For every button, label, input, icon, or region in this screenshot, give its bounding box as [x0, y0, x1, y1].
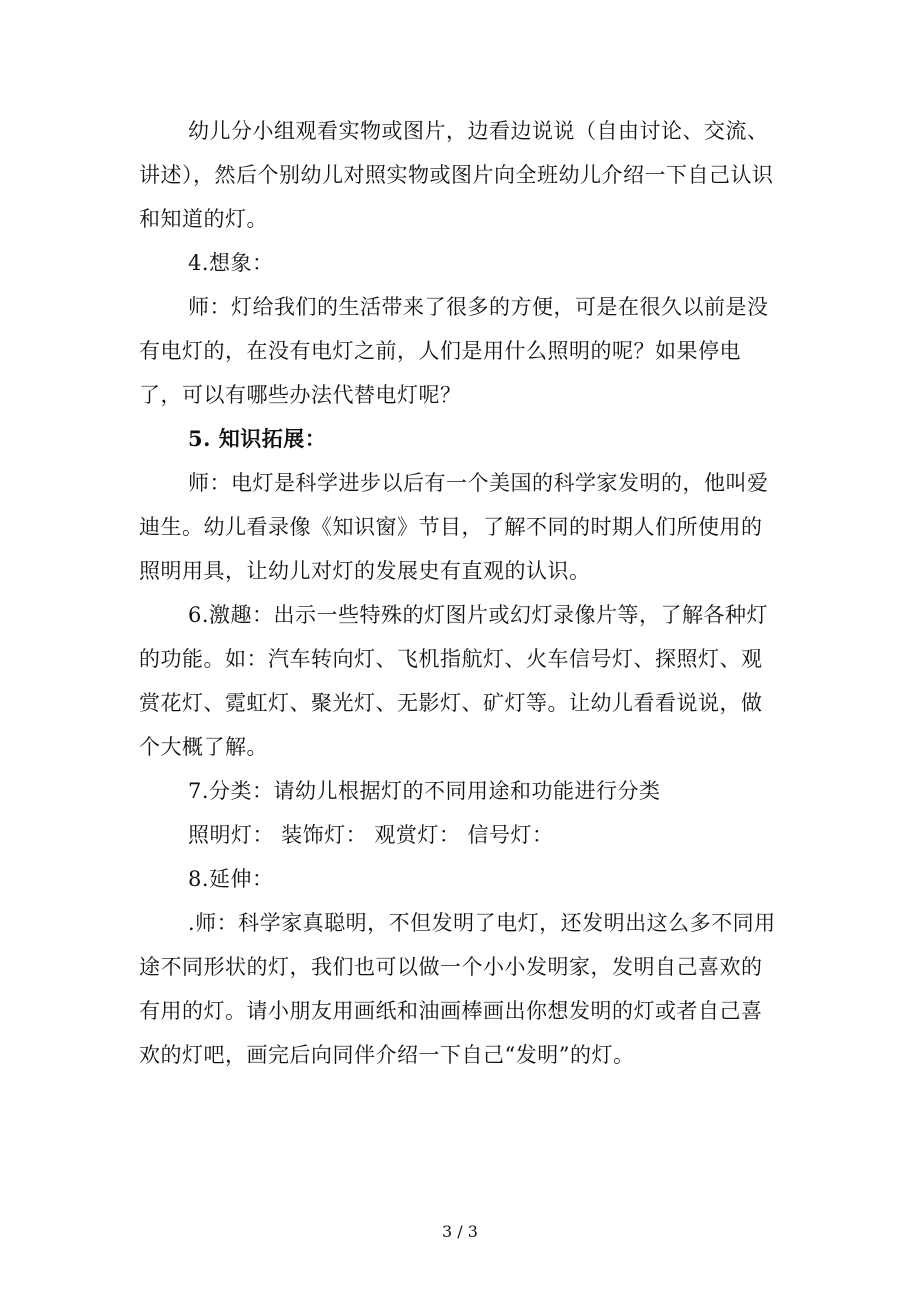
heading-imagine: 4.想象：	[188, 251, 274, 275]
paragraph-teacher-imagine: 师：灯给我们的生活带来了很多的方便，可是在很久以前是没有电灯的，在没有电灯之前，人们是用什么照明的呢？如果停电了，可以有哪些办法代替电灯呢？	[139, 295, 769, 407]
paragraph-group-observation: 幼儿分小组观看实物或图片，边看边说说（自由讨论、交流、讲述），然后个别幼儿对照实物或图片向全班幼儿介绍一下自己认识和知道的灯。	[139, 119, 774, 231]
page-number: 3 / 3	[442, 1222, 478, 1241]
paragraph-teacher-edison: 师：电灯是科学进步以后有一个美国的科学家发明的，他叫爱迪生。幼儿看录像《知识窗》节目，了解不同的时期人们所使用的照明用具，让幼儿对灯的发展史有直观的认识。	[139, 471, 769, 583]
heading-extension: 8.延伸：	[188, 867, 274, 891]
classification-categories: 照明灯： 装饰灯： 观赏灯： 信号灯：	[188, 823, 554, 847]
heading-classification: 7.分类：请幼儿根据灯的不同用途和功能进行分类	[188, 779, 661, 803]
document-body	[139, 109, 779, 1077]
paragraph-teacher-invention: .师：科学家真聪明，不但发明了电灯，还发明出这么多不同用途不同形状的灯，我们也可以做一个小小发明家，发明自己喜欢的有用的灯。请小朋友用画纸和油画棒画出你想发明的灯或者自己喜欢的灯吧，画完后向同伴介绍一下自己“发明”的灯。	[139, 911, 776, 1067]
heading-knowledge-expansion: 5. 知识拓展：	[188, 426, 327, 451]
paragraph-stimulate-interest: 6.激趣：出示一些特殊的灯图片或幻灯录像片等，了解各种灯的功能。如：汽车转向灯、飞机指航灯、火车信号灯、探照灯、观赏花灯、霓虹灯、聚光灯、无影灯、矿灯等。让幼儿看看说说，做个大概了解。	[139, 603, 769, 759]
